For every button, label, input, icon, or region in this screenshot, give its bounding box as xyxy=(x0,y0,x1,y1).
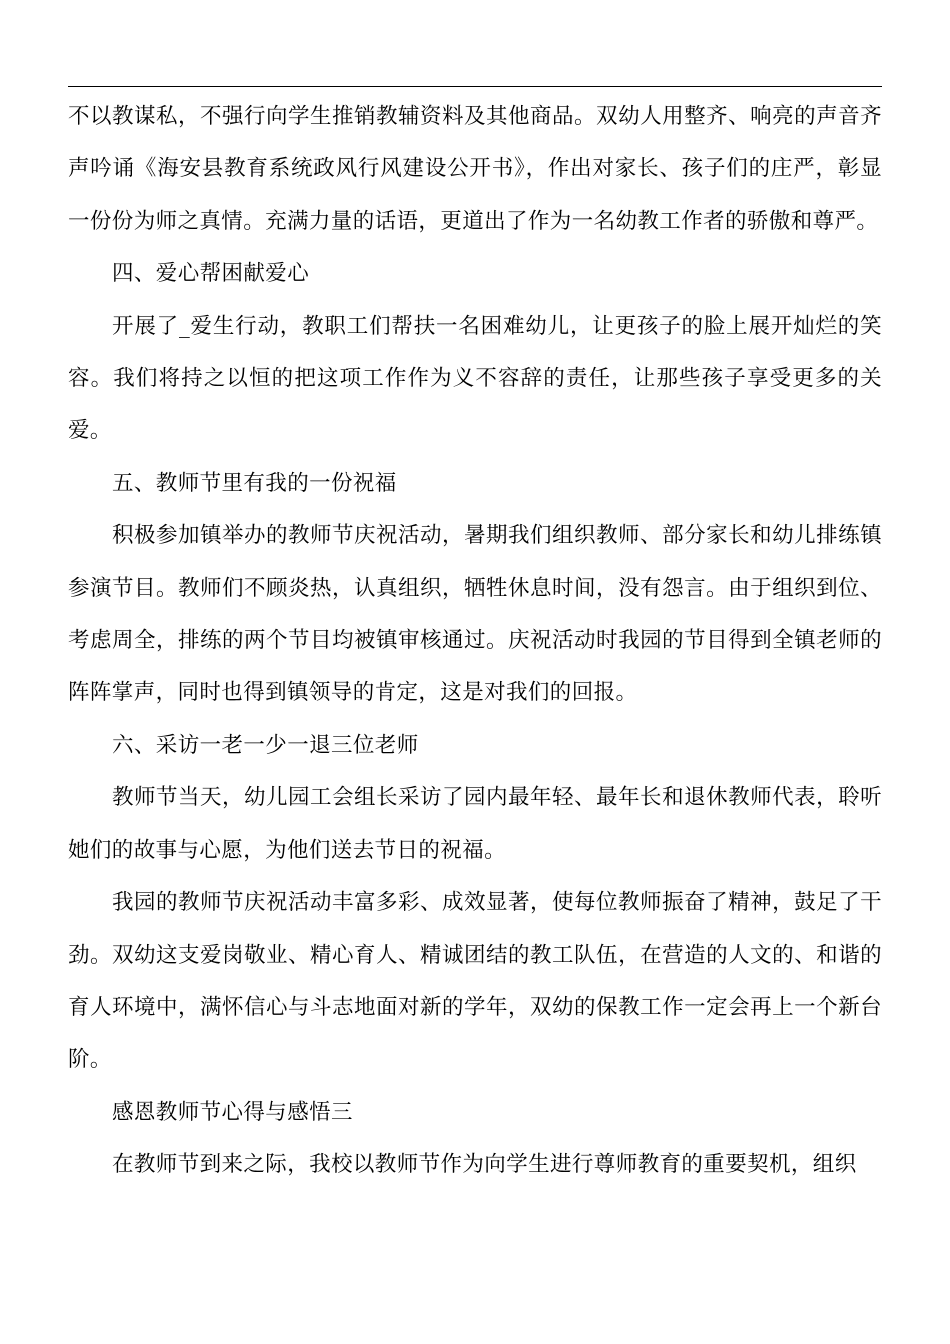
document-body xyxy=(68,91,882,1192)
paragraph-love-action: 开展了_爱生行动，教职工们帮扶一名困难幼儿，让更孩子的脸上展开灿烂的笑容。我们将持之以恒的把这项工作作为义不容辞的责任，让那些孩子享受更多的关爱。 xyxy=(68,313,882,444)
paragraph-interview: 教师节当天，幼儿园工会组长采访了园内最年轻、最年长和退休教师代表，聆听她们的故事与心愿，为他们送去节日的祝福。 xyxy=(68,785,882,863)
section-heading-5: 五、教师节里有我的一份祝福 xyxy=(112,470,397,496)
section-heading-6: 六、采访一老一少一退三位老师 xyxy=(112,732,419,758)
paragraph-essay-3-start: 在教师节到来之际，我校以教师节作为向学生进行尊师教育的重要契机，组织 xyxy=(112,1152,857,1178)
paragraph-continuation: 不以教谋私，不强行向学生推销教辅资料及其他商品。双幼人用整齐、响亮的声音齐声吟诵《海安县教育系统政风行风建设公开书》，作出对家长、孩子们的庄严，彰显一份份为师之真情。充满力量的话语，更道出了作为一名幼教工作者的骄傲和尊严。 xyxy=(68,104,882,234)
section-heading-4: 四、爱心帮困献爱心 xyxy=(112,261,310,287)
paragraph-teachers-day-performance: 积极参加镇举办的教师节庆祝活动，暑期我们组织教师、部分家长和幼儿排练镇参演节目。教师们不顾炎热，认真组织，牺牲休息时间，没有怨言。由于组织到位、考虑周全，排练的两个节目均被镇审核通过。庆祝活动时我园的节目得到全镇老师的阵阵掌声，同时也得到镇领导的肯定，这是对我们的回报。 xyxy=(68,523,882,706)
section-heading-essay-3: 感恩教师节心得与感悟三 xyxy=(112,1099,353,1125)
header-rule xyxy=(68,86,882,87)
paragraph-summary: 我园的教师节庆祝活动丰富多彩、成效显著，使每位教师振奋了精神，鼓足了干劲。双幼这支爱岗敬业、精心育人、精诚团结的教工队伍，在营造的人文的、和谐的育人环境中，满怀信心与斗志地面对新的学年，双幼的保教工作一定会再上一个新台阶。 xyxy=(68,890,882,1073)
